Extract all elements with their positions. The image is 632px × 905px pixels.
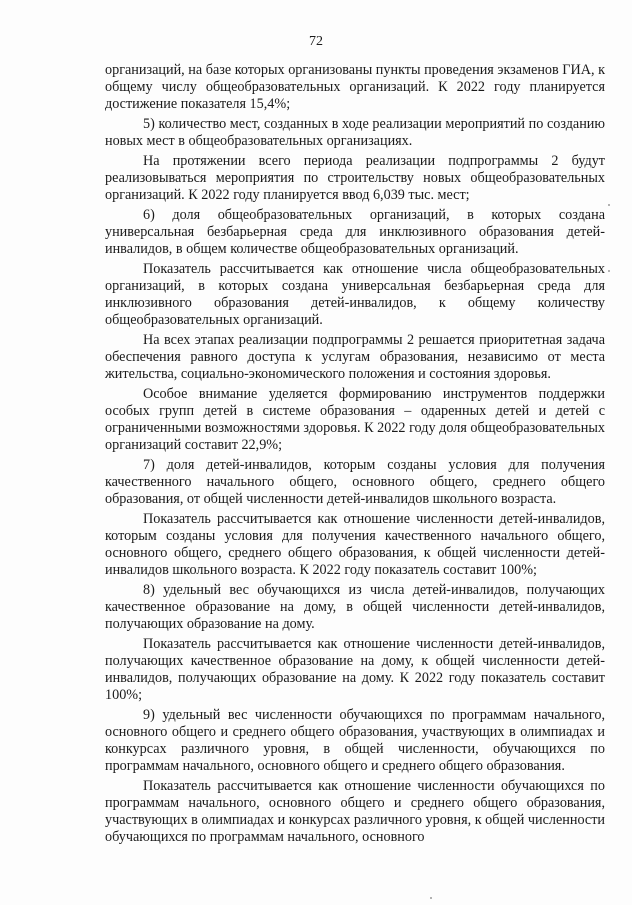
paragraph: На всех этапах реализации подпрограммы 2 решается приоритетная задача обеспечения равного доступа к услугам образования, независимо от места жительства, социально-экономического положения и состояния здоровья. — [105, 332, 605, 382]
page-number: 72 — [309, 34, 323, 49]
paragraph: Показатель рассчитывается как отношение числа общеобразовательных организаций, в которых создана универсальная безбарьерная среда для инклюзивного образования детей-инвалидов, к общему количеству общеобразовательных организаций. — [105, 261, 605, 328]
paragraph: Показатель рассчитывается как отношение численности детей-инвалидов, получающих качественное образование на дому, к общей численности детей-инвалидов, получающих образование на дому. К 2022 году показатель составит 100%; — [105, 636, 605, 703]
paragraph: 9) удельный вес численности обучающихся по программам начального, основного общего и среднего общего образования, участвующих в олимпиадах и конкурсах различного уровня, в общей численности, обучающихся по программам начального, основного общего и среднего общего образования. — [105, 707, 605, 774]
scan-speck — [608, 204, 610, 206]
paragraph: 7) доля детей-инвалидов, которым созданы условия для получения качественного начального общего, основного общего, среднего общего образования, от общей численности детей-инвалидов школьного возраста. — [105, 457, 605, 507]
scan-speck — [430, 897, 432, 899]
paragraph: 8) удельный вес обучающихся из числа детей-инвалидов, получающих качественное образование на дому, в общей численности детей-инвалидов, получающих образование на дому. — [105, 582, 605, 632]
paragraph: Показатель рассчитывается как отношение численности обучающихся по программам начального, основного общего и среднего общего образования, участвующих в олимпиадах и конкурсах различного уровня, к общей численности обучающихся по программам начального, основного — [105, 778, 605, 845]
paragraph: 5) количество мест, созданных в ходе реализации мероприятий по созданию новых мест в общеобразовательных организациях. — [105, 116, 605, 149]
paragraph: 6) доля общеобразовательных организаций, в которых создана универсальная безбарьерная среда для инклюзивного образования детей-инвалидов, в общем количестве общеобразовательных организаций. — [105, 207, 605, 257]
scan-speck — [608, 270, 610, 272]
paragraph: организаций, на базе которых организованы пункты проведения экзаменов ГИА, к общему числу общеобразовательных организаций. К 2022 году планируется достижение показателя 15,4%; — [105, 62, 605, 112]
paragraph: Показатель рассчитывается как отношение численности детей-инвалидов, которым созданы условия для получения качественного начального общего, основного общего, среднего общего образования, к общей численности детей-инвалидов школьного возраста. К 2022 году показатель составит 100%; — [105, 511, 605, 578]
document-body — [105, 62, 605, 849]
paragraph: Особое внимание уделяется формированию инструментов поддержки особых групп детей в системе образования – одаренных детей и детей с ограниченными возможностями здоровья. К 2022 году доля общеобразовательных организаций составит 22,9%; — [105, 386, 605, 453]
paragraph: На протяжении всего периода реализации подпрограммы 2 будут реализовываться мероприятия по строительству новых общеобразовательных организаций. К 2022 году планируется ввод 6,039 тыс. мест; — [105, 153, 605, 203]
